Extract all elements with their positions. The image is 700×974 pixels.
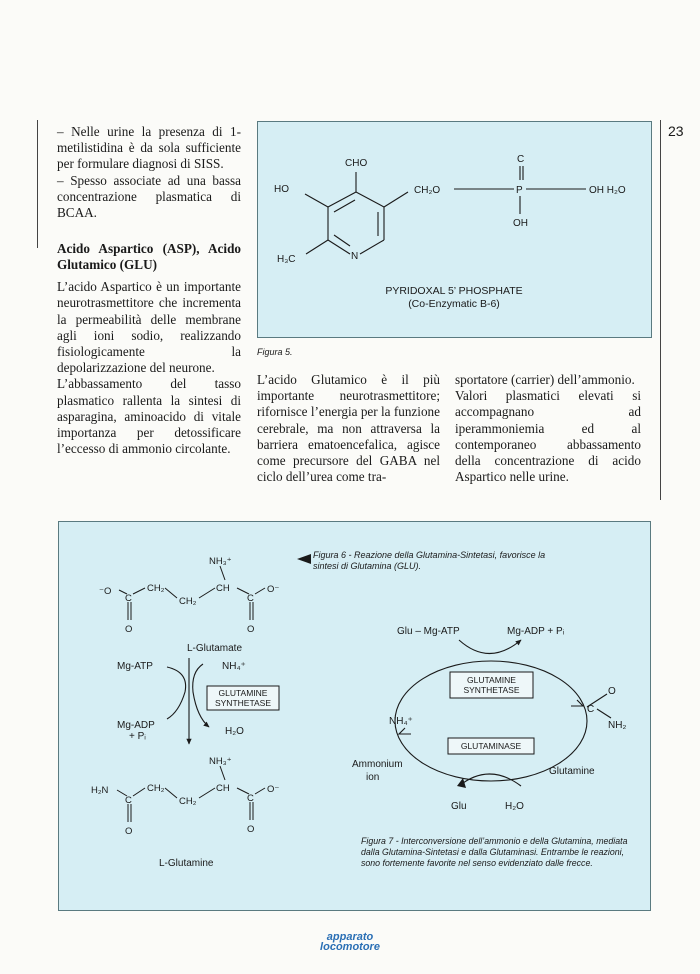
- nh2-bond: [597, 709, 611, 718]
- nh3-bottom-label: NH₃⁺: [209, 756, 232, 767]
- h2n-label: H₂N: [91, 785, 109, 796]
- figure-5-panel: [257, 121, 652, 338]
- ch-label: CH: [216, 583, 230, 594]
- bond: [255, 788, 265, 794]
- glutamine-synthetase-label: GLUTAMINE SYNTHETASE: [214, 688, 272, 708]
- ch2b-label: CH₂: [179, 596, 197, 607]
- o2-label: O: [247, 624, 255, 635]
- ring-bond: [360, 240, 384, 254]
- left-column-rule: [37, 120, 38, 248]
- ion-label: ion: [366, 772, 380, 783]
- glu-label: Glu: [451, 801, 467, 812]
- logo-line-1: apparato: [326, 931, 374, 943]
- c1-label: C: [125, 593, 132, 604]
- glu-mg-atp-label: Glu – Mg-ATP: [397, 626, 460, 637]
- pyridoxal-phosphate-structure: [258, 122, 651, 337]
- logo-line-2: locomotore: [320, 941, 380, 953]
- section-heading: Acido Aspartico (ASP), Acido Glutamico (GLU): [57, 241, 241, 273]
- ch2o-label: CH₂O: [414, 185, 441, 196]
- o-minus-left-label: ⁻O: [99, 586, 112, 597]
- c-label: C: [587, 704, 595, 715]
- l-glutamate-label: L-Glutamate: [187, 643, 243, 654]
- figure-6-7-panel: [58, 521, 651, 911]
- caption-pointer-icon: [297, 554, 311, 564]
- ammonium-label: Ammonium: [352, 759, 403, 770]
- p-label: P: [516, 185, 523, 196]
- ho-label: HO: [274, 184, 289, 195]
- oh-h2o-label: OH H₂O: [589, 185, 626, 196]
- ring-bond: [328, 240, 350, 254]
- right-column: [455, 372, 641, 485]
- l-glutamine-label: L-Glutamine: [159, 858, 214, 869]
- glutamine-label: Glutamine: [549, 766, 595, 777]
- aspartic-para-1: L’acido Aspartico è un importante neurotrasmettitore che incrementa la permeabilità delle membrane agli ioni sodio, realizzando fisiologicamente la depolarizzazione del neurone.: [57, 279, 241, 376]
- ch2d-label: CH₂: [179, 796, 197, 807]
- bullet-1: – Nelle urine la presenza di 1-metilistidina è da sola sufficiente per formulare diagnosi di SISS.: [57, 124, 241, 172]
- ring-bond: [356, 192, 384, 207]
- ch-b-label: CH: [216, 783, 230, 794]
- bond: [199, 788, 215, 798]
- mg-adp-pi-label: Mg-ADP + Pᵢ: [507, 626, 565, 637]
- o4-label: O: [247, 824, 255, 835]
- cho-label: CHO: [345, 158, 368, 169]
- c2-label: C: [247, 593, 254, 604]
- nh4-label: NH₄⁺: [222, 661, 246, 672]
- atp-curve: [167, 667, 186, 719]
- h3c-bond: [306, 240, 328, 254]
- figure-5-subtitle: (Co-Enzymatic B-6): [408, 298, 500, 310]
- nh4-cycle-label: NH₄⁺: [389, 716, 413, 727]
- glu-arrowhead-icon: [457, 778, 466, 788]
- water-curve: [459, 774, 521, 786]
- o-minus-right-label: O⁻: [267, 584, 280, 595]
- footer-logo: [295, 932, 405, 952]
- ch2c-label: CH₂: [147, 783, 165, 794]
- bond: [133, 788, 145, 796]
- bullet-2: – Spesso associate ad una bassa concentrazione plasmatica di BCAA.: [57, 172, 241, 221]
- nh2-label: NH₂: [608, 720, 627, 731]
- bond: [165, 588, 177, 598]
- aspartic-para-2: L’abbassamento del tasso plasmatico rallenta la sintesi di asparagina, aminoacido di vitale importanza per detossificare l’eccesso di ammonio circolante.: [57, 376, 241, 457]
- nh3-top-label: NH₃⁺: [209, 556, 232, 567]
- right-para-2: Valori plasmatici elevati si accompagnano ad iperammoniemia ed al contemporaneo abbassamento della concentrazione di acido Aspartico nelle urine.: [455, 388, 641, 485]
- c-top-label: C: [517, 154, 525, 165]
- h2o-cycle-label: H₂O: [505, 801, 524, 812]
- o-label: O: [608, 686, 616, 697]
- h3c-label: H₃C: [277, 254, 296, 265]
- atp-curve-arrow: [459, 640, 521, 654]
- glutaminase-label: GLUTAMINASE: [460, 741, 522, 751]
- figure-6-caption: Figura 6 - Reazione della Glutamina-Sintetasi, favorisce la sintesi di Glutamina (GLU).: [313, 550, 546, 571]
- ring-double-bond: [334, 235, 350, 246]
- synthetase-label: GLUTAMINE SYNTHETASE: [463, 675, 520, 695]
- page-number-rule: [660, 120, 661, 500]
- oh-label: OH: [513, 218, 528, 229]
- c3-label: C: [125, 795, 132, 806]
- o-minus-right2-label: O⁻: [267, 784, 280, 795]
- o3-label: O: [125, 826, 133, 837]
- bond: [165, 788, 177, 798]
- left-column: [57, 124, 241, 457]
- mg-atp-label: Mg-ATP: [117, 661, 153, 672]
- figure-5-title: PYRIDOXAL 5’ PHOSPHATE: [385, 285, 523, 297]
- o1-label: O: [125, 624, 133, 635]
- figure-7-caption: Figura 7 - Interconversione dell’ammonio e della Glutamina, mediata dalla Glutamina-Sintetasi e dalla Glutaminasi. Entrambe le reazioni, sono fortemente favorite nel senso evidenziato dalle frecce.: [361, 836, 628, 868]
- figure-5-caption: Figura 5.: [257, 347, 293, 357]
- bond: [199, 588, 215, 598]
- ho-bond: [305, 194, 328, 207]
- ring-bond: [328, 192, 356, 207]
- glutamine-synthesis-diagram: [59, 522, 650, 910]
- ch2-bond: [384, 192, 408, 207]
- pi-label: + Pᵢ: [129, 731, 146, 742]
- bond: [220, 766, 225, 780]
- glutamic-para: L’acido Glutamico è il più importante neurotrasmettitore; rifornisce l’energia per la funzione cerebrale, ma non attraversa la barriera ematoencefalica, agisce come precursore del GABA nel ciclo dell’urea come tra-: [257, 372, 440, 485]
- bond: [133, 588, 145, 594]
- mg-adp-label: Mg-ADP: [117, 720, 155, 731]
- bond: [220, 566, 225, 580]
- ch2a-label: CH₂: [147, 583, 165, 594]
- cycle-arrow-left: [399, 728, 411, 734]
- bond: [255, 588, 265, 594]
- middle-column: [257, 372, 440, 485]
- page-number: 23: [668, 123, 684, 139]
- n-label: N: [351, 251, 359, 262]
- h2o-label: H₂O: [225, 726, 244, 737]
- right-para-1: sportatore (carrier) dell’ammonio.: [455, 372, 635, 387]
- c4-label: C: [247, 793, 254, 804]
